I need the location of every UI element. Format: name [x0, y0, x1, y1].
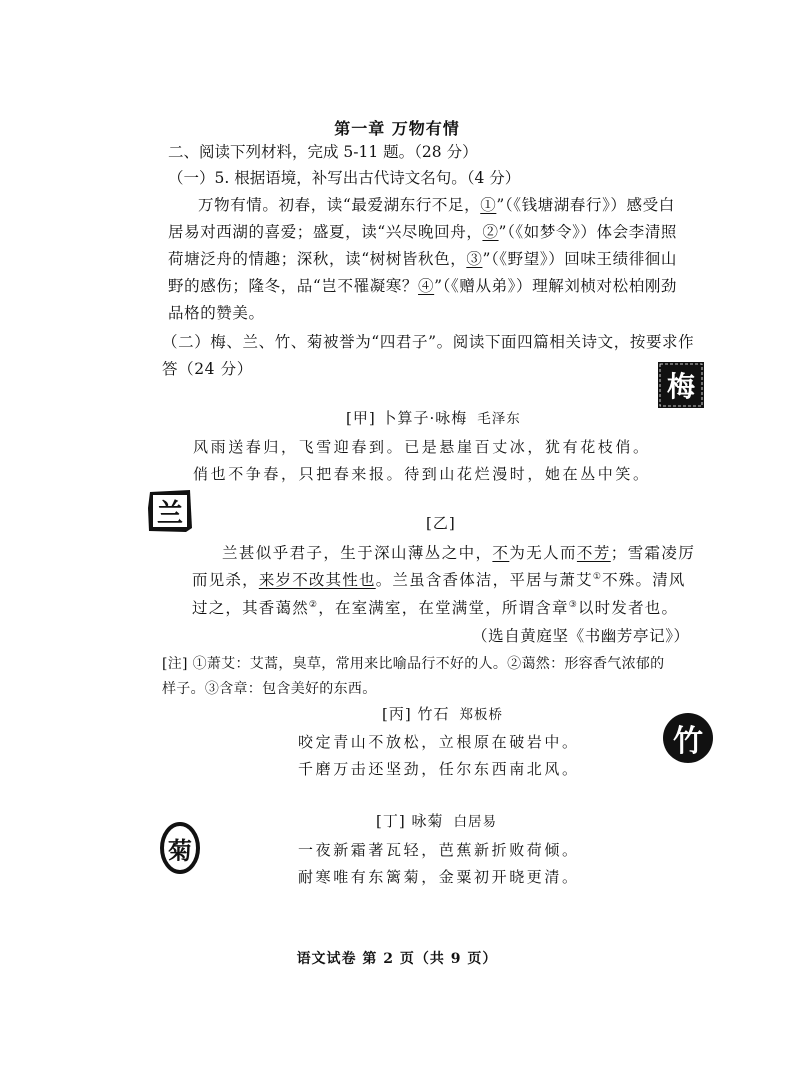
stamp-char: 菊 [168, 836, 192, 865]
paragraph-line-1 [198, 193, 675, 215]
stamp-char: 梅 [666, 370, 695, 403]
page-footer: 语文试卷 第 2 页（共 9 页） [296, 951, 498, 967]
underlined-text: 不 [492, 544, 510, 562]
footnote-line-1: [注] ①萧艾：艾蒿，臭草，常用来比喻品行不好的人。②蔼然：形容香气浓郁的 [162, 656, 665, 672]
text: 。兰虽含香体洁，平居与萧艾 [375, 571, 593, 589]
stamp-char: 竹 [673, 724, 703, 759]
orchid-stamp [146, 488, 194, 534]
text: ”（《钱塘湖春行》）感受白 [496, 196, 675, 214]
poem-bing-title [382, 703, 503, 724]
blank-1: ① [480, 196, 497, 214]
prose-yi-line-2 [192, 568, 686, 590]
plum-stamp [657, 361, 705, 409]
poem-ding-author: 白居易 [453, 814, 497, 830]
text: 为无人而 [509, 544, 577, 562]
poem-jia-author: 毛泽东 [477, 411, 521, 427]
paragraph-line-5: 品格的赞美。 [168, 304, 265, 322]
poem-bing-author: 郑板桥 [459, 707, 503, 723]
footnote-marker: ② [308, 600, 319, 610]
blank-4: ④ [418, 277, 435, 295]
underlined-text: 不芳 [576, 544, 611, 562]
paragraph-line-4 [168, 274, 677, 296]
prose-yi-source: （选自黄庭坚《书幽芳亭记》） [472, 627, 690, 645]
stamp-char: 兰 [156, 498, 183, 529]
text: 而见杀， [192, 571, 259, 589]
title-text: [丙] 竹石 [382, 705, 450, 723]
text: 过之，其香蔼然 [192, 599, 309, 617]
chrysanthemum-stamp [160, 822, 200, 874]
question-5-heading: （一）5. 根据语境，补写出古代诗文名句。（4 分） [168, 169, 521, 187]
underlined-text: 来岁不改其性也 [258, 571, 376, 589]
poem-jia-line-2: 俏也不争春，只把春来报。待到山花烂漫时，她在丛中笑。 [193, 465, 651, 483]
prose-yi-title: [乙] [426, 514, 456, 532]
poem-ding-line-2: 耐寒唯有东篱菊，金粟初开晓更清。 [298, 868, 580, 886]
text: ；雪霜凌厉 [610, 544, 696, 562]
poem-ding-title [376, 810, 497, 831]
paragraph-line-2 [168, 220, 677, 242]
blank-3: ③ [466, 250, 483, 268]
text: 不殊。清风 [602, 571, 686, 589]
text: 居易对西湖的喜爱；盛夏，读“兴尽晚回舟， [168, 223, 483, 241]
text: ，在室满室，在堂满堂，所谓含章 [318, 599, 569, 617]
footnote-marker: ③ [568, 600, 578, 610]
chapter-title: 第一章 万物有情 [334, 119, 460, 138]
poem-jia-title [346, 407, 521, 428]
bamboo-stamp [662, 712, 714, 764]
section-heading: 二、阅读下列材料，完成 5-11 题。（28 分） [168, 143, 478, 161]
footnote-marker: ① [592, 572, 603, 582]
text: 以时发者也。 [577, 599, 679, 617]
title-text: [甲] 卜算子·咏梅 [346, 409, 468, 427]
text: 兰甚似乎君子，生于深山薄丛之中， [222, 544, 493, 562]
text: ”（《赠从弟》）理解刘桢对松柏刚劲 [434, 277, 678, 295]
prose-yi-line-3 [192, 596, 678, 618]
text: ”（《野望》）回味王绩徘徊山 [482, 250, 678, 268]
blank-2: ② [482, 223, 499, 241]
poem-ding-line-1: 一夜新霜著瓦轻，芭蕉新折败荷倾。 [298, 841, 580, 859]
text: ”（《如梦令》）体会李清照 [498, 223, 678, 241]
text: 荷塘泛舟的情趣；深秋，读“树树皆秋色， [168, 250, 467, 268]
footnote-line-2: 样子。③含章：包含美好的东西。 [162, 681, 377, 697]
part2-line-2: 答（24 分） [162, 360, 253, 378]
text: 野的感伤；隆冬，品“岂不罹凝寒？ [168, 277, 419, 295]
poem-jia-line-1: 风雨送春归，飞雪迎春到。已是悬崖百丈冰，犹有花枝俏。 [193, 438, 651, 456]
paragraph-line-3 [168, 247, 677, 269]
text: 万物有情。初春，读“最爱湖东行不足， [198, 196, 481, 214]
title-text: [丁] 咏菊 [376, 812, 444, 830]
poem-bing-line-1: 咬定青山不放松，立根原在破岩中。 [298, 733, 580, 751]
prose-yi-line-1 [222, 541, 695, 563]
part2-line-1: （二）梅、兰、竹、菊被誉为“四君子”。阅读下面四篇相关诗文，按要求作 [162, 333, 695, 351]
poem-bing-line-2: 千磨万击还坚劲，任尔东西南北风。 [298, 760, 580, 778]
